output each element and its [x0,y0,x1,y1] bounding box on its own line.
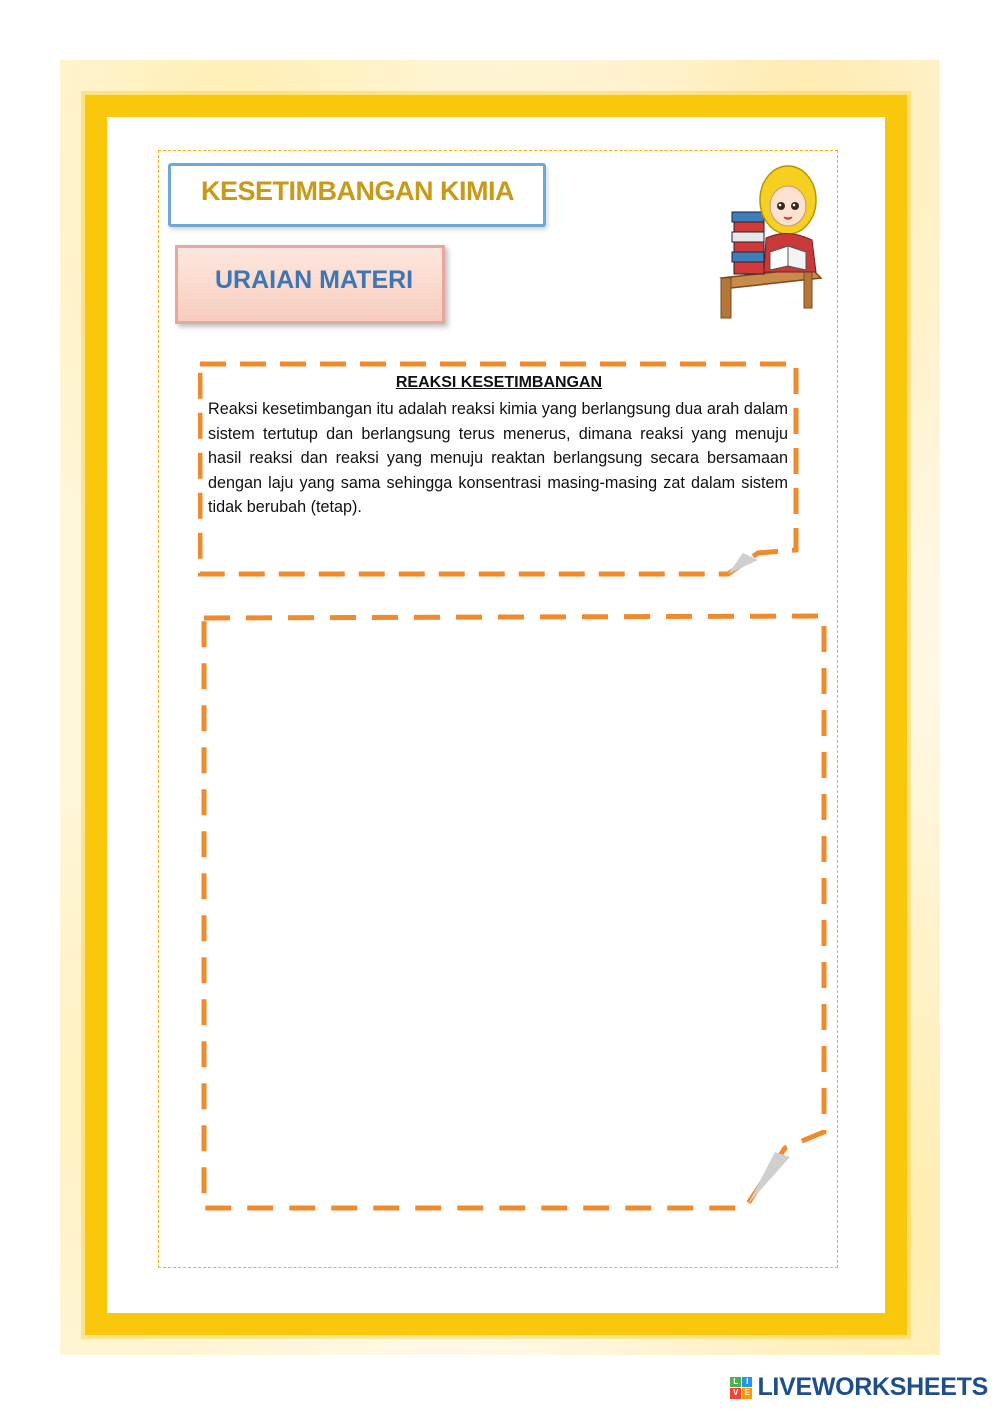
liveworksheets-brand [730,1373,988,1402]
answer-box-border [200,612,830,1212]
subtitle-banner [175,245,445,324]
liveworksheets-logo-icon: L I V E [730,1377,752,1399]
student-reading-illustration [716,160,826,320]
section-subtitle: URAIAN MATERI [215,266,414,294]
brand-name: LIVEWORKSHEETS [757,1373,988,1401]
material-paragraph: Reaksi kesetimbangan itu adalah reaksi kimia yang berlangsung dua arah dalam sistem tertutup dan berlangsung terus menerus, dimana reaksi yang menuju hasil reaksi dan reaksi yang menuju reaktan berlangsung secara bersamaan dengan laju yang sama sehingga konsentrasi masing-masing zat dalam sistem tidak berubah (tetap). [208,400,788,516]
material-heading: REAKSI KESETIMBANGAN [395,374,603,391]
material-box [198,360,800,578]
answer-box[interactable] [200,612,830,1212]
title-banner [168,163,546,227]
page-title: KESETIMBANGAN KIMIA [201,176,514,206]
